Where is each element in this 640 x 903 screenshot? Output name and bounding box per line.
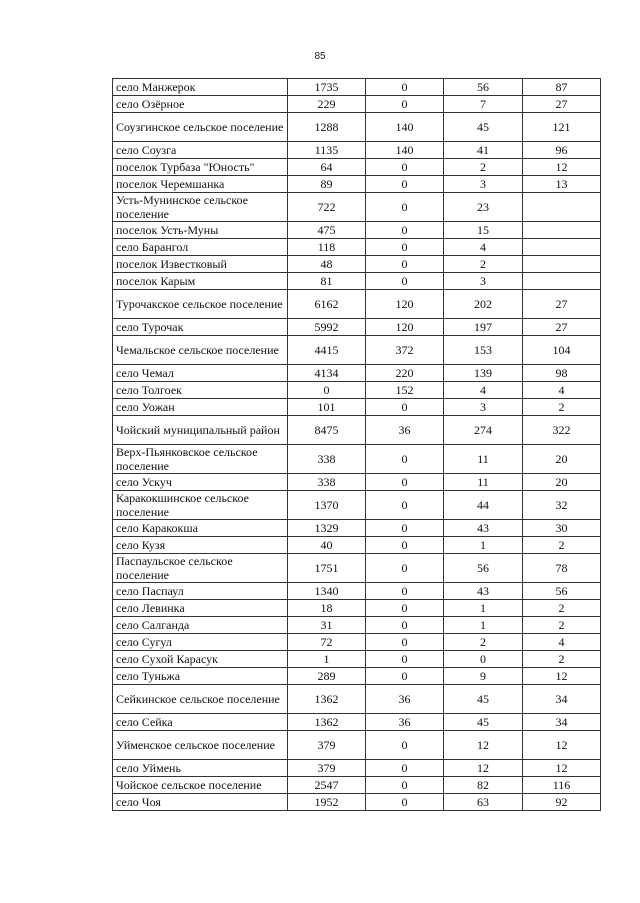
settlement-name-cell: Чойский муниципальный район: [113, 416, 288, 445]
value-cell-col-1: 1362: [288, 714, 366, 731]
value-cell-col-3: 1: [444, 600, 523, 617]
value-cell-col-1: 379: [288, 731, 366, 760]
table-row: [113, 474, 601, 491]
value-cell-col-3: 197: [444, 319, 523, 336]
value-cell-col-3: 12: [444, 731, 523, 760]
value-cell-col-2: 140: [366, 113, 444, 142]
value-cell-col-4: [523, 273, 601, 290]
settlement-name-cell: село Левинка: [113, 600, 288, 617]
value-cell-col-3: 7: [444, 96, 523, 113]
settlement-name-cell: село Уймень: [113, 760, 288, 777]
table-row: [113, 651, 601, 668]
value-cell-col-4: 121: [523, 113, 601, 142]
value-cell-col-3: 0: [444, 651, 523, 668]
settlement-name-cell: Каракокшинское сельское поселение: [113, 491, 288, 520]
value-cell-col-1: 64: [288, 159, 366, 176]
value-cell-col-2: 0: [366, 79, 444, 96]
value-cell-col-3: 2: [444, 256, 523, 273]
value-cell-col-1: 1288: [288, 113, 366, 142]
table-row: [113, 336, 601, 365]
value-cell-col-3: 9: [444, 668, 523, 685]
value-cell-col-3: 56: [444, 554, 523, 583]
value-cell-col-4: [523, 256, 601, 273]
table-row: [113, 290, 601, 319]
value-cell-col-4: 32: [523, 491, 601, 520]
value-cell-col-4: 104: [523, 336, 601, 365]
table-row: [113, 96, 601, 113]
value-cell-col-2: 0: [366, 256, 444, 273]
value-cell-col-2: 0: [366, 491, 444, 520]
settlement-name-cell: Соузгинское сельское поселение: [113, 113, 288, 142]
value-cell-col-1: 6162: [288, 290, 366, 319]
settlement-name-cell: село Соузга: [113, 142, 288, 159]
table-row: [113, 520, 601, 537]
value-cell-col-4: 56: [523, 583, 601, 600]
value-cell-col-3: 43: [444, 520, 523, 537]
settlement-name-cell: село Барангол: [113, 239, 288, 256]
table-row: [113, 714, 601, 731]
table-row: [113, 685, 601, 714]
value-cell-col-1: 289: [288, 668, 366, 685]
value-cell-col-2: 0: [366, 520, 444, 537]
table-row: [113, 113, 601, 142]
table-row: [113, 777, 601, 794]
value-cell-col-2: 0: [366, 159, 444, 176]
settlement-name-cell: село Турочак: [113, 319, 288, 336]
value-cell-col-1: 31: [288, 617, 366, 634]
page-number: 85: [314, 51, 326, 62]
settlement-name-cell: село Салганда: [113, 617, 288, 634]
value-cell-col-1: 2547: [288, 777, 366, 794]
table-row: [113, 365, 601, 382]
value-cell-col-3: 15: [444, 222, 523, 239]
value-cell-col-2: 0: [366, 273, 444, 290]
value-cell-col-4: 27: [523, 290, 601, 319]
value-cell-col-3: 44: [444, 491, 523, 520]
settlement-name-cell: село Паспаул: [113, 583, 288, 600]
value-cell-col-4: 27: [523, 96, 601, 113]
settlement-name-cell: село Каракокша: [113, 520, 288, 537]
table-row: [113, 445, 601, 474]
settlement-name-cell: село Манжерок: [113, 79, 288, 96]
value-cell-col-3: 12: [444, 760, 523, 777]
value-cell-col-2: 0: [366, 760, 444, 777]
settlement-name-cell: Усть-Мунинское сельское поселение: [113, 193, 288, 222]
settlement-name-cell: село Сухой Карасук: [113, 651, 288, 668]
value-cell-col-3: 274: [444, 416, 523, 445]
settlement-name-cell: Паспаульское сельское поселение: [113, 554, 288, 583]
value-cell-col-1: 4134: [288, 365, 366, 382]
value-cell-col-2: 36: [366, 685, 444, 714]
value-cell-col-2: 0: [366, 794, 444, 811]
value-cell-col-2: 0: [366, 474, 444, 491]
settlement-name-cell: поселок Турбаза "Юность": [113, 159, 288, 176]
table-row: [113, 760, 601, 777]
settlement-name-cell: Чемальское сельское поселение: [113, 336, 288, 365]
value-cell-col-4: 34: [523, 714, 601, 731]
value-cell-col-1: 8475: [288, 416, 366, 445]
value-cell-col-1: 338: [288, 474, 366, 491]
value-cell-col-1: 0: [288, 382, 366, 399]
value-cell-col-4: 87: [523, 79, 601, 96]
settlement-name-cell: поселок Усть-Муны: [113, 222, 288, 239]
value-cell-col-3: 45: [444, 113, 523, 142]
value-cell-col-2: 0: [366, 731, 444, 760]
value-cell-col-1: 229: [288, 96, 366, 113]
settlement-name-cell: поселок Известковый: [113, 256, 288, 273]
value-cell-col-4: 92: [523, 794, 601, 811]
value-cell-col-4: 20: [523, 445, 601, 474]
value-cell-col-1: 40: [288, 537, 366, 554]
table-row: [113, 319, 601, 336]
value-cell-col-3: 2: [444, 634, 523, 651]
table-row: [113, 399, 601, 416]
value-cell-col-3: 45: [444, 685, 523, 714]
value-cell-col-2: 152: [366, 382, 444, 399]
value-cell-col-4: 4: [523, 382, 601, 399]
settlement-name-cell: поселок Черемшанка: [113, 176, 288, 193]
table-row: [113, 634, 601, 651]
value-cell-col-4: 30: [523, 520, 601, 537]
value-cell-col-2: 120: [366, 319, 444, 336]
table-row: [113, 617, 601, 634]
settlement-name-cell: поселок Карым: [113, 273, 288, 290]
value-cell-col-1: 48: [288, 256, 366, 273]
value-cell-col-2: 220: [366, 365, 444, 382]
value-cell-col-2: 36: [366, 714, 444, 731]
value-cell-col-2: 0: [366, 583, 444, 600]
value-cell-col-3: 4: [444, 382, 523, 399]
value-cell-col-4: 98: [523, 365, 601, 382]
settlement-name-cell: Сейкинское сельское поселение: [113, 685, 288, 714]
value-cell-col-2: 0: [366, 777, 444, 794]
value-cell-col-3: 56: [444, 79, 523, 96]
value-cell-col-1: 338: [288, 445, 366, 474]
value-cell-col-2: 0: [366, 399, 444, 416]
settlement-name-cell: село Сейка: [113, 714, 288, 731]
settlement-name-cell: Уйменское сельское поселение: [113, 731, 288, 760]
value-cell-col-4: 2: [523, 399, 601, 416]
value-cell-col-3: 43: [444, 583, 523, 600]
table-row: [113, 794, 601, 811]
value-cell-col-3: 3: [444, 399, 523, 416]
value-cell-col-3: 139: [444, 365, 523, 382]
value-cell-col-1: 1135: [288, 142, 366, 159]
value-cell-col-3: 3: [444, 273, 523, 290]
table-row: [113, 159, 601, 176]
value-cell-col-4: 20: [523, 474, 601, 491]
table-row: [113, 600, 601, 617]
value-cell-col-4: [523, 222, 601, 239]
value-cell-col-4: 12: [523, 731, 601, 760]
value-cell-col-3: 202: [444, 290, 523, 319]
value-cell-col-1: 81: [288, 273, 366, 290]
value-cell-col-1: 18: [288, 600, 366, 617]
value-cell-col-2: 120: [366, 290, 444, 319]
value-cell-col-3: 2: [444, 159, 523, 176]
value-cell-col-2: 0: [366, 239, 444, 256]
value-cell-col-4: 322: [523, 416, 601, 445]
settlement-name-cell: село Озёрное: [113, 96, 288, 113]
value-cell-col-2: 0: [366, 600, 444, 617]
value-cell-col-1: 118: [288, 239, 366, 256]
settlement-name-cell: Чойское сельское поселение: [113, 777, 288, 794]
value-cell-col-3: 1: [444, 537, 523, 554]
value-cell-col-4: 2: [523, 651, 601, 668]
value-cell-col-3: 41: [444, 142, 523, 159]
value-cell-col-1: 72: [288, 634, 366, 651]
value-cell-col-1: 1: [288, 651, 366, 668]
table-row: [113, 382, 601, 399]
value-cell-col-4: 13: [523, 176, 601, 193]
value-cell-col-3: 11: [444, 445, 523, 474]
value-cell-col-3: 45: [444, 714, 523, 731]
value-cell-col-4: [523, 193, 601, 222]
value-cell-col-4: 2: [523, 537, 601, 554]
value-cell-col-4: 116: [523, 777, 601, 794]
value-cell-col-2: 0: [366, 96, 444, 113]
table-row: [113, 537, 601, 554]
value-cell-col-2: 0: [366, 537, 444, 554]
table-row: [113, 583, 601, 600]
value-cell-col-1: 1329: [288, 520, 366, 537]
table-row: [113, 273, 601, 290]
value-cell-col-1: 475: [288, 222, 366, 239]
settlement-name-cell: село Ускуч: [113, 474, 288, 491]
value-cell-col-2: 0: [366, 176, 444, 193]
value-cell-col-2: 0: [366, 634, 444, 651]
settlement-name-cell: село Туньжа: [113, 668, 288, 685]
table-row: [113, 222, 601, 239]
value-cell-col-3: 1: [444, 617, 523, 634]
value-cell-col-4: 27: [523, 319, 601, 336]
settlement-name-cell: село Толгоек: [113, 382, 288, 399]
value-cell-col-3: 153: [444, 336, 523, 365]
value-cell-col-4: 78: [523, 554, 601, 583]
table-body: [113, 79, 601, 811]
settlement-table: [112, 78, 601, 811]
value-cell-col-2: 36: [366, 416, 444, 445]
value-cell-col-3: 4: [444, 239, 523, 256]
value-cell-col-1: 1340: [288, 583, 366, 600]
value-cell-col-4: 96: [523, 142, 601, 159]
value-cell-col-2: 0: [366, 193, 444, 222]
settlement-name-cell: село Чоя: [113, 794, 288, 811]
value-cell-col-2: 0: [366, 668, 444, 685]
settlement-name-cell: село Уожан: [113, 399, 288, 416]
table-row: [113, 554, 601, 583]
value-cell-col-4: 4: [523, 634, 601, 651]
table-row: [113, 193, 601, 222]
settlement-name-cell: село Чемал: [113, 365, 288, 382]
value-cell-col-4: [523, 239, 601, 256]
value-cell-col-2: 0: [366, 617, 444, 634]
table-row: [113, 491, 601, 520]
table-row: [113, 668, 601, 685]
settlement-name-cell: Верх-Пьянковское сельское поселение: [113, 445, 288, 474]
value-cell-col-3: 63: [444, 794, 523, 811]
value-cell-col-4: 2: [523, 617, 601, 634]
value-cell-col-2: 0: [366, 445, 444, 474]
value-cell-col-4: 12: [523, 668, 601, 685]
value-cell-col-1: 4415: [288, 336, 366, 365]
value-cell-col-1: 101: [288, 399, 366, 416]
value-cell-col-1: 5992: [288, 319, 366, 336]
value-cell-col-4: 12: [523, 760, 601, 777]
table-row: [113, 176, 601, 193]
value-cell-col-4: 34: [523, 685, 601, 714]
table-row: [113, 239, 601, 256]
table-row: [113, 256, 601, 273]
value-cell-col-2: 0: [366, 554, 444, 583]
value-cell-col-1: 89: [288, 176, 366, 193]
table-row: [113, 142, 601, 159]
settlement-name-cell: село Кузя: [113, 537, 288, 554]
value-cell-col-1: 1952: [288, 794, 366, 811]
value-cell-col-2: 372: [366, 336, 444, 365]
value-cell-col-3: 23: [444, 193, 523, 222]
settlement-name-cell: село Сугул: [113, 634, 288, 651]
value-cell-col-2: 0: [366, 651, 444, 668]
table-row: [113, 731, 601, 760]
table-row: [113, 416, 601, 445]
value-cell-col-4: 12: [523, 159, 601, 176]
value-cell-col-1: 722: [288, 193, 366, 222]
value-cell-col-4: 2: [523, 600, 601, 617]
value-cell-col-1: 1362: [288, 685, 366, 714]
value-cell-col-3: 3: [444, 176, 523, 193]
value-cell-col-1: 1735: [288, 79, 366, 96]
value-cell-col-2: 140: [366, 142, 444, 159]
value-cell-col-1: 379: [288, 760, 366, 777]
table-row: [113, 79, 601, 96]
value-cell-col-3: 82: [444, 777, 523, 794]
value-cell-col-1: 1370: [288, 491, 366, 520]
value-cell-col-2: 0: [366, 222, 444, 239]
value-cell-col-3: 11: [444, 474, 523, 491]
value-cell-col-1: 1751: [288, 554, 366, 583]
settlement-name-cell: Турочакское сельское поселение: [113, 290, 288, 319]
